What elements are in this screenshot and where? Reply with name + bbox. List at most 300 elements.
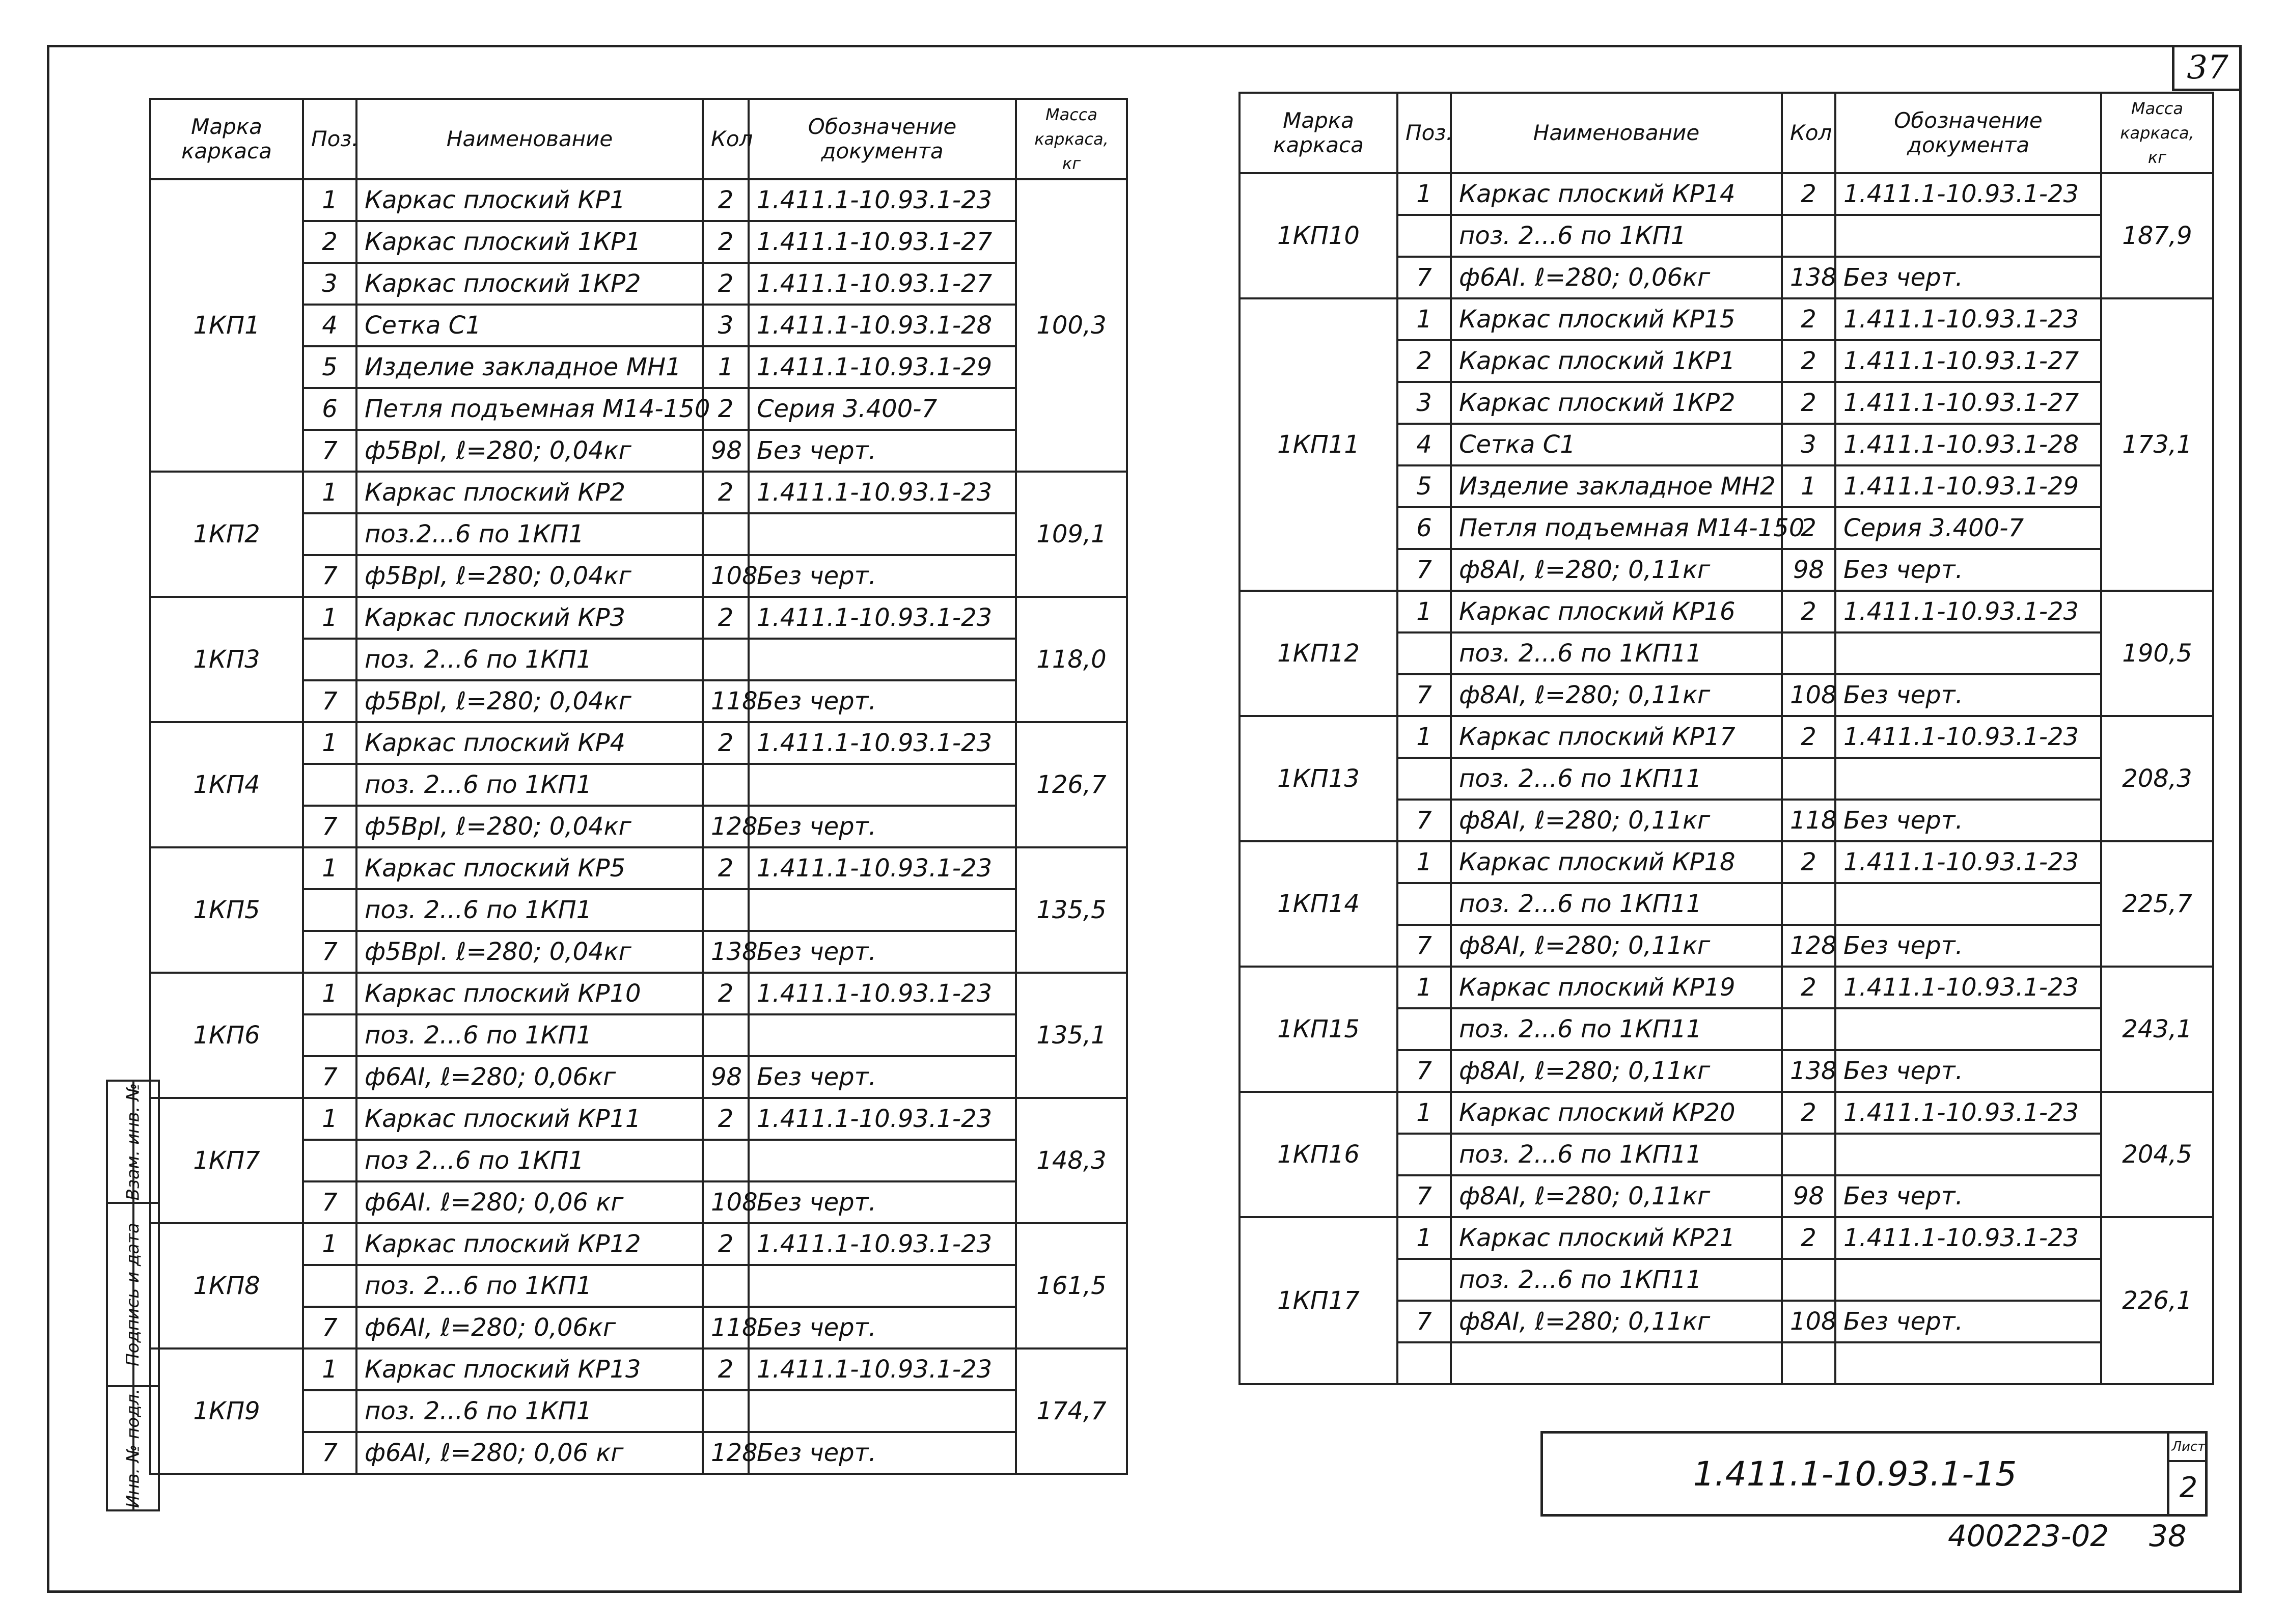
position-cell: 1 bbox=[303, 1223, 356, 1265]
mass-cell: 148,3 bbox=[1016, 1098, 1127, 1223]
quantity-cell: 118 bbox=[703, 680, 749, 722]
name-cell: ф6АI, ℓ=280; 0,06 кг bbox=[356, 1432, 703, 1474]
name-cell: ф5ВрI, ℓ=280; 0,04кг bbox=[356, 555, 703, 597]
quantity-cell: 1 bbox=[1782, 465, 1835, 507]
quantity-cell: 2 bbox=[703, 1098, 749, 1140]
header-doc: Обозначение документа bbox=[749, 99, 1016, 179]
quantity-cell: 108 bbox=[703, 555, 749, 597]
name-cell: поз. 2...6 по 1КП1 bbox=[356, 1390, 703, 1432]
quantity-cell bbox=[703, 1014, 749, 1056]
name-cell: Каркас плоский 1КР1 bbox=[1451, 340, 1782, 382]
approval-stamp bbox=[106, 1080, 160, 1511]
position-cell: 1 bbox=[303, 1348, 356, 1390]
mass-cell: 135,5 bbox=[1016, 847, 1127, 973]
position-cell: 7 bbox=[1397, 1175, 1451, 1217]
document-cell bbox=[749, 889, 1016, 931]
frame-mark-cell: 1КП9 bbox=[150, 1348, 303, 1474]
mass-cell: 225,7 bbox=[2101, 841, 2213, 967]
frame-mark-cell: 1КП5 bbox=[150, 847, 303, 973]
position-cell: 7 bbox=[1397, 549, 1451, 591]
name-cell: ф5ВрI, ℓ=280; 0,04кг bbox=[356, 680, 703, 722]
position-cell bbox=[1397, 1008, 1451, 1050]
document-cell: Без черт. bbox=[1835, 257, 2101, 298]
name-cell: Каркас плоский КР10 bbox=[356, 973, 703, 1014]
name-cell: ф8АI, ℓ=280; 0,11кг bbox=[1451, 674, 1782, 716]
quantity-cell: 98 bbox=[703, 430, 749, 472]
document-cell bbox=[749, 1140, 1016, 1181]
quantity-cell: 108 bbox=[703, 1181, 749, 1223]
header-qty: Кол bbox=[1782, 93, 1835, 173]
position-cell: 2 bbox=[303, 221, 356, 263]
title-block bbox=[1540, 1431, 2208, 1517]
table-row bbox=[150, 847, 1127, 889]
position-cell: 5 bbox=[1397, 465, 1451, 507]
name-cell: поз. 2...6 по 1КП1 bbox=[356, 1014, 703, 1056]
position-cell: 6 bbox=[303, 388, 356, 430]
document-cell: 1.411.1-10.93.1-29 bbox=[749, 346, 1016, 388]
page-number: 37 bbox=[2172, 47, 2241, 91]
quantity-cell: 2 bbox=[1782, 173, 1835, 215]
mass-cell: 135,1 bbox=[1016, 973, 1127, 1098]
document-cell: Без черт. bbox=[1835, 1301, 2101, 1342]
table-row bbox=[150, 722, 1127, 764]
position-cell bbox=[303, 639, 356, 680]
name-cell: поз. 2...6 по 1КП11 bbox=[1451, 1134, 1782, 1175]
quantity-cell: 2 bbox=[703, 847, 749, 889]
quantity-cell: 2 bbox=[1782, 298, 1835, 340]
quantity-cell: 2 bbox=[1782, 507, 1835, 549]
name-cell: Каркас плоский 1КР2 bbox=[356, 263, 703, 305]
name-cell: ф8АI, ℓ=280; 0,11кг bbox=[1451, 800, 1782, 841]
table-row bbox=[150, 973, 1127, 1014]
document-cell: Без черт. bbox=[749, 931, 1016, 973]
document-cell bbox=[1835, 758, 2101, 800]
header-doc: Обозначение документа bbox=[1835, 93, 2101, 173]
table-row bbox=[1240, 298, 2213, 340]
name-cell: ф5ВрI, ℓ=280; 0,04кг bbox=[356, 806, 703, 847]
header-row bbox=[1240, 93, 2213, 173]
frame-mark-cell: 1КП8 bbox=[150, 1223, 303, 1348]
document-cell: 1.411.1-10.93.1-23 bbox=[1835, 1092, 2101, 1134]
quantity-cell: 2 bbox=[1782, 841, 1835, 883]
document-cell bbox=[749, 1265, 1016, 1307]
position-cell: 1 bbox=[1397, 298, 1451, 340]
document-cell bbox=[749, 639, 1016, 680]
name-cell: Каркас плоский КР12 bbox=[356, 1223, 703, 1265]
stamp-vzam-inv-label: Взам. инв. № bbox=[123, 1083, 144, 1201]
name-cell: ф5ВрI, ℓ=280; 0,04кг bbox=[356, 430, 703, 472]
position-cell: 1 bbox=[1397, 1217, 1451, 1259]
quantity-cell: 2 bbox=[1782, 382, 1835, 424]
frame-mark-cell: 1КП10 bbox=[1240, 173, 1397, 298]
position-cell: 3 bbox=[303, 263, 356, 305]
table-row bbox=[1240, 173, 2213, 215]
name-cell: Сетка С1 bbox=[1451, 424, 1782, 465]
quantity-cell: 2 bbox=[703, 722, 749, 764]
quantity-cell: 2 bbox=[1782, 340, 1835, 382]
name-cell: ф8АI, ℓ=280; 0,11кг bbox=[1451, 549, 1782, 591]
document-cell bbox=[1835, 215, 2101, 257]
quantity-cell bbox=[703, 1390, 749, 1432]
sheet-label: Лист bbox=[2169, 1434, 2208, 1462]
frame-mark-cell: 1КП16 bbox=[1240, 1092, 1397, 1217]
name-cell: Каркас плоский КР5 bbox=[356, 847, 703, 889]
position-cell bbox=[1397, 883, 1451, 925]
quantity-cell: 128 bbox=[703, 806, 749, 847]
document-cell: 1.411.1-10.93.1-28 bbox=[749, 305, 1016, 346]
name-cell: ф8АI, ℓ=280; 0,11кг bbox=[1451, 1175, 1782, 1217]
position-cell: 7 bbox=[303, 1181, 356, 1223]
frame-mark-cell: 1КП2 bbox=[150, 472, 303, 597]
name-cell: поз. 2...6 по 1КП11 bbox=[1451, 758, 1782, 800]
document-cell: 1.411.1-10.93.1-23 bbox=[749, 973, 1016, 1014]
document-cell: Без черт. bbox=[749, 806, 1016, 847]
table-row bbox=[1240, 716, 2213, 758]
position-cell: 1 bbox=[1397, 716, 1451, 758]
mass-cell: 204,5 bbox=[2101, 1092, 2213, 1217]
name-cell: Каркас плоский КР1 bbox=[356, 179, 703, 221]
document-cell bbox=[1835, 1342, 2101, 1384]
document-cell: Без черт. bbox=[749, 1307, 1016, 1348]
name-cell: ф6АI, ℓ=280; 0,06кг bbox=[356, 1307, 703, 1348]
document-cell: 1.411.1-10.93.1-23 bbox=[749, 1223, 1016, 1265]
spec-table-left bbox=[149, 98, 1128, 1475]
name-cell bbox=[1451, 1342, 1782, 1384]
header-name: Наименование bbox=[1451, 93, 1782, 173]
quantity-cell bbox=[1782, 1259, 1835, 1301]
position-cell: 1 bbox=[303, 1098, 356, 1140]
quantity-cell: 98 bbox=[703, 1056, 749, 1098]
quantity-cell: 108 bbox=[1782, 674, 1835, 716]
name-cell: Каркас плоский КР18 bbox=[1451, 841, 1782, 883]
header-name: Наименование bbox=[356, 99, 703, 179]
quantity-cell: 138 bbox=[1782, 257, 1835, 298]
quantity-cell: 3 bbox=[703, 305, 749, 346]
name-cell: поз. 2...6 по 1КП1 bbox=[356, 889, 703, 931]
mass-cell: 161,5 bbox=[1016, 1223, 1127, 1348]
position-cell bbox=[303, 1014, 356, 1056]
quantity-cell bbox=[1782, 1008, 1835, 1050]
position-cell: 1 bbox=[1397, 967, 1451, 1008]
stamp-podpis-data bbox=[108, 1204, 158, 1387]
document-cell: 1.411.1-10.93.1-23 bbox=[749, 722, 1016, 764]
document-cell bbox=[1835, 1008, 2101, 1050]
position-cell bbox=[1397, 215, 1451, 257]
quantity-cell: 128 bbox=[1782, 925, 1835, 967]
document-cell: Без черт. bbox=[1835, 549, 2101, 591]
quantity-cell: 138 bbox=[1782, 1050, 1835, 1092]
name-cell: поз. 2...6 по 1КП1 bbox=[356, 1265, 703, 1307]
name-cell: поз.2...6 по 1КП1 bbox=[356, 513, 703, 555]
document-cell: 1.411.1-10.93.1-29 bbox=[1835, 465, 2101, 507]
document-cell: 1.411.1-10.93.1-23 bbox=[749, 472, 1016, 513]
position-cell: 7 bbox=[303, 680, 356, 722]
document-cell: Серия 3.400-7 bbox=[1835, 507, 2101, 549]
document-cell: 1.411.1-10.93.1-23 bbox=[1835, 967, 2101, 1008]
document-cell: 1.411.1-10.93.1-23 bbox=[1835, 591, 2101, 632]
quantity-cell: 2 bbox=[703, 472, 749, 513]
position-cell: 7 bbox=[303, 1432, 356, 1474]
quantity-cell: 2 bbox=[703, 221, 749, 263]
name-cell: Каркас плоский КР17 bbox=[1451, 716, 1782, 758]
table-row bbox=[1240, 1217, 2213, 1259]
document-cell: 1.411.1-10.93.1-27 bbox=[749, 263, 1016, 305]
document-cell: Без черт. bbox=[749, 555, 1016, 597]
mass-cell: 118,0 bbox=[1016, 597, 1127, 722]
document-cell bbox=[1835, 883, 2101, 925]
quantity-cell bbox=[1782, 883, 1835, 925]
header-qty: Кол bbox=[703, 99, 749, 179]
table-row bbox=[150, 1223, 1127, 1265]
document-cell bbox=[749, 764, 1016, 806]
position-cell bbox=[1397, 758, 1451, 800]
position-cell: 1 bbox=[1397, 591, 1451, 632]
name-cell: Изделие закладное МН1 bbox=[356, 346, 703, 388]
name-cell: ф5ВрI. ℓ=280; 0,04кг bbox=[356, 931, 703, 973]
frame-mark-cell: 1КП7 bbox=[150, 1098, 303, 1223]
document-cell: Без черт. bbox=[1835, 1050, 2101, 1092]
position-cell bbox=[303, 889, 356, 931]
frame-mark-cell: 1КП3 bbox=[150, 597, 303, 722]
bottom-page-number: 38 bbox=[2149, 1519, 2187, 1553]
document-cell: 1.411.1-10.93.1-23 bbox=[749, 1348, 1016, 1390]
position-cell bbox=[303, 764, 356, 806]
document-cell: Без черт. bbox=[749, 1056, 1016, 1098]
sheet-number: 2 bbox=[2179, 1471, 2198, 1504]
position-cell: 7 bbox=[303, 931, 356, 973]
mass-cell: 174,7 bbox=[1016, 1348, 1127, 1474]
quantity-cell: 128 bbox=[703, 1432, 749, 1474]
position-cell: 7 bbox=[303, 430, 356, 472]
quantity-cell: 2 bbox=[1782, 1217, 1835, 1259]
quantity-cell: 2 bbox=[703, 1348, 749, 1390]
name-cell: Изделие закладное МН2 bbox=[1451, 465, 1782, 507]
name-cell: поз. 2...6 по 1КП1 bbox=[356, 639, 703, 680]
document-cell: 1.411.1-10.93.1-23 bbox=[749, 1098, 1016, 1140]
document-cell bbox=[1835, 1259, 2101, 1301]
position-cell bbox=[1397, 1259, 1451, 1301]
mass-cell: 100,3 bbox=[1016, 179, 1127, 472]
name-cell: поз. 2...6 по 1КП11 bbox=[1451, 632, 1782, 674]
position-cell bbox=[303, 1140, 356, 1181]
sheet-cell bbox=[2167, 1434, 2208, 1514]
quantity-cell: 138 bbox=[703, 931, 749, 973]
name-cell: Сетка С1 bbox=[356, 305, 703, 346]
table-row bbox=[150, 472, 1127, 513]
document-cell: Без черт. bbox=[1835, 1175, 2101, 1217]
name-cell: Каркас плоский 1КР2 bbox=[1451, 382, 1782, 424]
position-cell: 2 bbox=[1397, 340, 1451, 382]
name-cell: ф6АI. ℓ=280; 0,06кг bbox=[1451, 257, 1782, 298]
quantity-cell: 2 bbox=[703, 263, 749, 305]
position-cell: 7 bbox=[1397, 257, 1451, 298]
quantity-cell: 2 bbox=[703, 179, 749, 221]
name-cell: поз. 2...6 по 1КП11 bbox=[1451, 883, 1782, 925]
document-cell: Без черт. bbox=[1835, 925, 2101, 967]
document-cell bbox=[1835, 1134, 2101, 1175]
mass-cell: 187,9 bbox=[2101, 173, 2213, 298]
document-cell: 1.411.1-10.93.1-23 bbox=[1835, 173, 2101, 215]
document-cell: Серия 3.400-7 bbox=[749, 388, 1016, 430]
position-cell bbox=[303, 513, 356, 555]
name-cell: поз. 2...6 по 1КП11 bbox=[1451, 1008, 1782, 1050]
position-cell: 7 bbox=[1397, 674, 1451, 716]
frame-mark-cell: 1КП4 bbox=[150, 722, 303, 847]
name-cell: Петля подъемная М14-150 bbox=[356, 388, 703, 430]
frame-mark-cell: 1КП6 bbox=[150, 973, 303, 1098]
document-cell: 1.411.1-10.93.1-27 bbox=[749, 221, 1016, 263]
name-cell: Каркас плоский КР20 bbox=[1451, 1092, 1782, 1134]
table-row bbox=[150, 179, 1127, 221]
quantity-cell: 2 bbox=[1782, 716, 1835, 758]
quantity-cell: 2 bbox=[1782, 591, 1835, 632]
document-cell bbox=[749, 513, 1016, 555]
document-cell: Без черт. bbox=[749, 430, 1016, 472]
mass-cell: 243,1 bbox=[2101, 967, 2213, 1092]
name-cell: ф8АI, ℓ=280; 0,11кг bbox=[1451, 1301, 1782, 1342]
position-cell: 7 bbox=[1397, 1301, 1451, 1342]
name-cell: поз. 2...6 по 1КП1 bbox=[1451, 215, 1782, 257]
quantity-cell: 2 bbox=[703, 1223, 749, 1265]
quantity-cell bbox=[703, 1265, 749, 1307]
document-cell: 1.411.1-10.93.1-23 bbox=[749, 179, 1016, 221]
position-cell: 7 bbox=[1397, 800, 1451, 841]
document-cell bbox=[1835, 632, 2101, 674]
quantity-cell: 118 bbox=[703, 1307, 749, 1348]
position-cell: 1 bbox=[303, 179, 356, 221]
quantity-cell bbox=[703, 889, 749, 931]
document-cell: 1.411.1-10.93.1-27 bbox=[1835, 340, 2101, 382]
quantity-cell: 2 bbox=[703, 388, 749, 430]
quantity-cell: 98 bbox=[1782, 1175, 1835, 1217]
quantity-cell: 1 bbox=[703, 346, 749, 388]
table-row bbox=[1240, 591, 2213, 632]
document-cell: 1.411.1-10.93.1-23 bbox=[1835, 841, 2101, 883]
document-cell: Без черт. bbox=[1835, 800, 2101, 841]
position-cell: 4 bbox=[303, 305, 356, 346]
position-cell: 1 bbox=[1397, 173, 1451, 215]
position-cell: 1 bbox=[1397, 1092, 1451, 1134]
frame-mark-cell: 1КП11 bbox=[1240, 298, 1397, 591]
stamp-inv-podl-label: Инв. № подл. bbox=[123, 1388, 144, 1508]
document-cell bbox=[749, 1014, 1016, 1056]
name-cell: Каркас плоский КР3 bbox=[356, 597, 703, 639]
quantity-cell bbox=[1782, 215, 1835, 257]
stamp-podpis-data-label: Подпись и дата bbox=[123, 1223, 144, 1366]
name-cell: ф6АI. ℓ=280; 0,06 кг bbox=[356, 1181, 703, 1223]
document-code: 1.411.1-10.93.1-15 bbox=[1693, 1454, 2017, 1494]
document-cell: 1.411.1-10.93.1-23 bbox=[1835, 1217, 2101, 1259]
name-cell: Каркас плоский КР15 bbox=[1451, 298, 1782, 340]
position-cell: 7 bbox=[1397, 1050, 1451, 1092]
name-cell: Каркас плоский 1КР1 bbox=[356, 221, 703, 263]
document-cell: 1.411.1-10.93.1-28 bbox=[1835, 424, 2101, 465]
position-cell: 7 bbox=[303, 806, 356, 847]
name-cell: Каркас плоский КР4 bbox=[356, 722, 703, 764]
name-cell: поз 2...6 по 1КП1 bbox=[356, 1140, 703, 1181]
table-row bbox=[150, 1098, 1127, 1140]
frame-mark-cell: 1КП13 bbox=[1240, 716, 1397, 841]
document-cell: 1.411.1-10.93.1-23 bbox=[1835, 298, 2101, 340]
header-row bbox=[150, 99, 1127, 179]
position-cell: 1 bbox=[303, 847, 356, 889]
position-cell: 1 bbox=[303, 722, 356, 764]
position-cell: 6 bbox=[1397, 507, 1451, 549]
quantity-cell: 108 bbox=[1782, 1301, 1835, 1342]
position-cell: 1 bbox=[1397, 841, 1451, 883]
frame-mark-cell: 1КП14 bbox=[1240, 841, 1397, 967]
document-cell: Без черт. bbox=[749, 1432, 1016, 1474]
mass-cell: 109,1 bbox=[1016, 472, 1127, 597]
document-cell: 1.411.1-10.93.1-23 bbox=[749, 847, 1016, 889]
position-cell bbox=[1397, 1134, 1451, 1175]
document-cell: Без черт. bbox=[749, 680, 1016, 722]
quantity-cell bbox=[1782, 758, 1835, 800]
header-mark: Марка каркаса bbox=[1240, 93, 1397, 173]
position-cell: 1 bbox=[303, 597, 356, 639]
stamp-vzam-inv bbox=[108, 1082, 158, 1204]
position-cell: 7 bbox=[303, 1056, 356, 1098]
mass-cell: 173,1 bbox=[2101, 298, 2213, 591]
document-cell: Без черт. bbox=[749, 1181, 1016, 1223]
table-row bbox=[1240, 841, 2213, 883]
quantity-cell bbox=[703, 513, 749, 555]
position-cell: 1 bbox=[303, 973, 356, 1014]
position-cell: 3 bbox=[1397, 382, 1451, 424]
position-cell: 5 bbox=[303, 346, 356, 388]
document-cell: 1.411.1-10.93.1-27 bbox=[1835, 382, 2101, 424]
header-mass: Масса каркаса, кг bbox=[1016, 99, 1127, 179]
mass-cell: 226,1 bbox=[2101, 1217, 2213, 1384]
archive-code: 400223-02 bbox=[1948, 1519, 2109, 1553]
name-cell: Каркас плоский КР14 bbox=[1451, 173, 1782, 215]
position-cell: 7 bbox=[303, 555, 356, 597]
name-cell: Петля подъемная М14-150 bbox=[1451, 507, 1782, 549]
position-cell: 1 bbox=[303, 472, 356, 513]
position-cell: 7 bbox=[303, 1307, 356, 1348]
quantity-cell: 118 bbox=[1782, 800, 1835, 841]
position-cell bbox=[1397, 1342, 1451, 1384]
stamp-inv-podl bbox=[108, 1387, 158, 1509]
frame-mark-cell: 1КП1 bbox=[150, 179, 303, 472]
quantity-cell bbox=[703, 1140, 749, 1181]
position-cell bbox=[303, 1390, 356, 1432]
name-cell: поз. 2...6 по 1КП11 bbox=[1451, 1259, 1782, 1301]
quantity-cell: 2 bbox=[1782, 967, 1835, 1008]
name-cell: Каркас плоский КР16 bbox=[1451, 591, 1782, 632]
name-cell: поз. 2...6 по 1КП1 bbox=[356, 764, 703, 806]
document-cell: Без черт. bbox=[1835, 674, 2101, 716]
spec-table-right bbox=[1238, 92, 2214, 1385]
quantity-cell: 3 bbox=[1782, 424, 1835, 465]
header-pos: Поз. bbox=[1397, 93, 1451, 173]
document-cell: 1.411.1-10.93.1-23 bbox=[749, 597, 1016, 639]
quantity-cell bbox=[1782, 1134, 1835, 1175]
quantity-cell bbox=[1782, 1342, 1835, 1384]
quantity-cell bbox=[703, 764, 749, 806]
name-cell: ф8АI, ℓ=280; 0,11кг bbox=[1451, 925, 1782, 967]
frame-mark-cell: 1КП12 bbox=[1240, 591, 1397, 716]
name-cell: ф6АI, ℓ=280; 0,06кг bbox=[356, 1056, 703, 1098]
quantity-cell: 2 bbox=[703, 597, 749, 639]
header-pos: Поз. bbox=[303, 99, 356, 179]
table-row bbox=[150, 1348, 1127, 1390]
quantity-cell: 2 bbox=[1782, 1092, 1835, 1134]
quantity-cell bbox=[1782, 632, 1835, 674]
name-cell: Каркас плоский КР21 bbox=[1451, 1217, 1782, 1259]
name-cell: Каркас плоский КР11 bbox=[356, 1098, 703, 1140]
header-mark: Марка каркаса bbox=[150, 99, 303, 179]
